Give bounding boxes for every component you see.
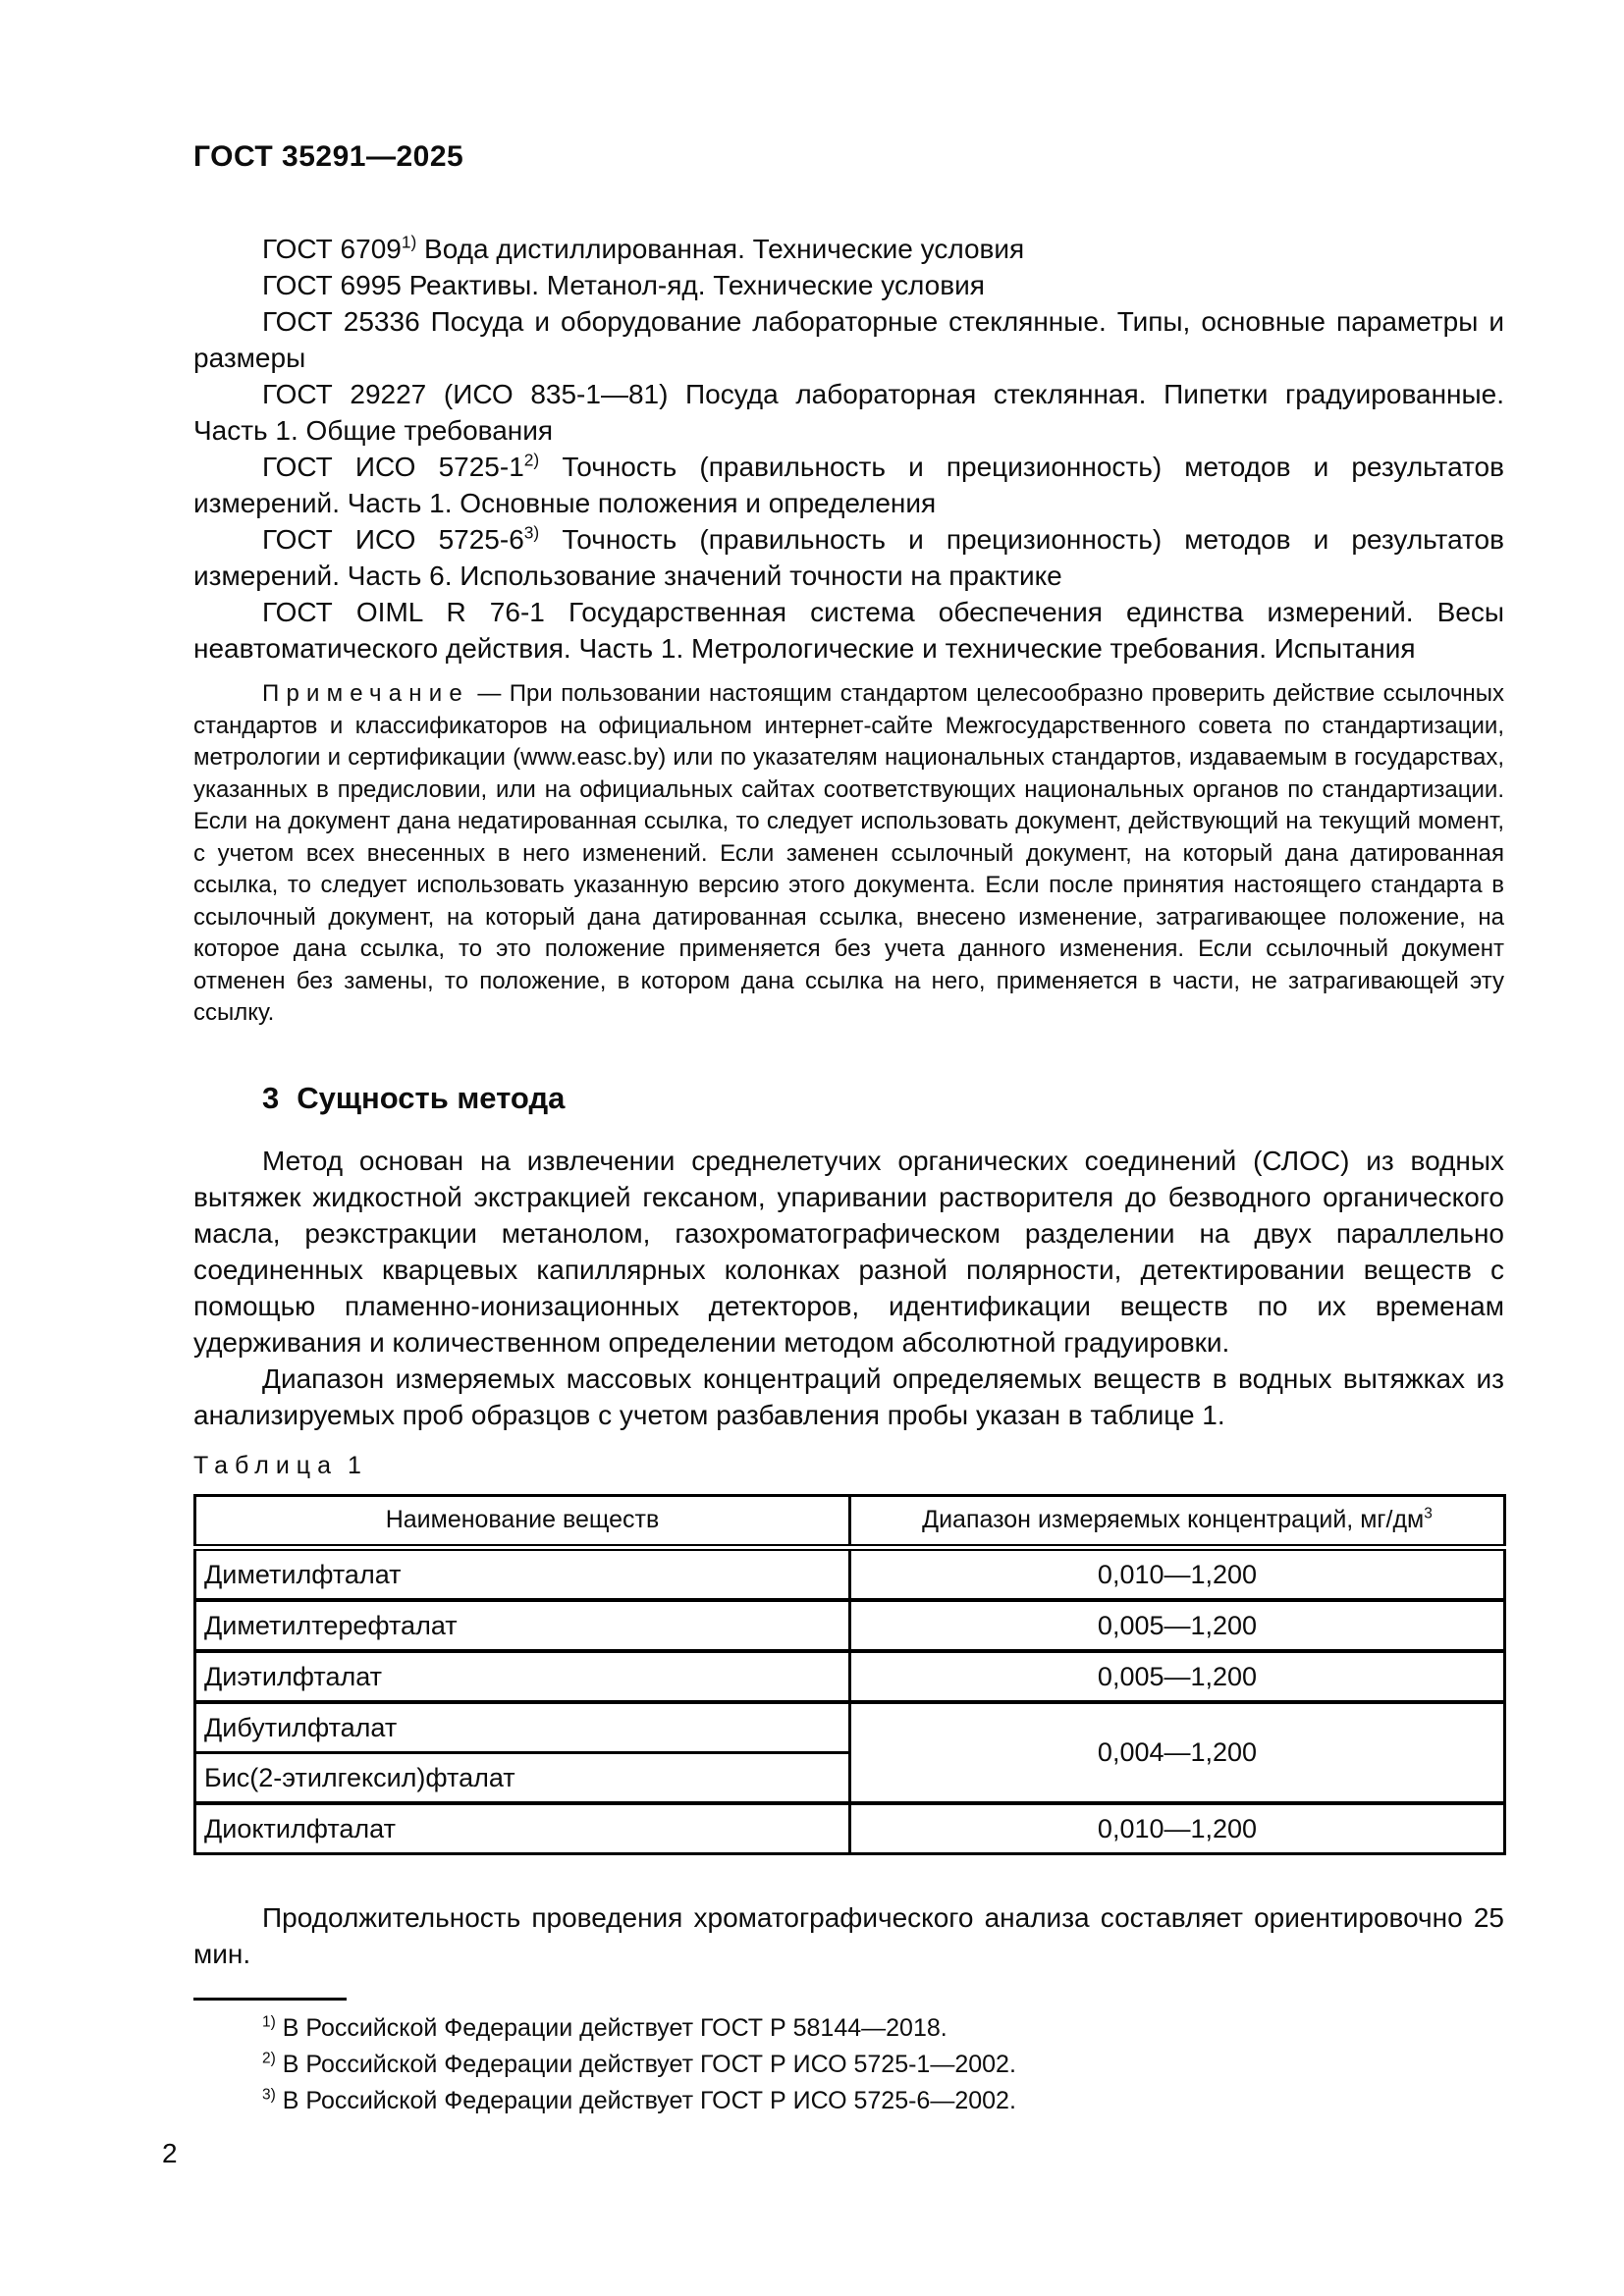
note-separator: — xyxy=(468,680,510,707)
section-number: 3 xyxy=(262,1080,280,1115)
reference-item: ГОСТ ИСО 5725-6$^{3)}$ Точность (правильность и прецизионность) методов и результатов измерений. Часть 6. Использование значений точности на практике xyxy=(193,522,1504,591)
table-row xyxy=(195,1702,1505,1753)
footnote-text: В Российской Федерации действует ГОСТ Р 58144—2018. xyxy=(275,2013,947,2042)
table-header-name: Наименование веществ xyxy=(195,1495,850,1547)
range-cell: 0,005—1,200 xyxy=(850,1651,1505,1702)
substance-name-cell: Бис(2-этилгексил)фталат xyxy=(195,1752,850,1803)
substance-name-cell: Диоктилфталат xyxy=(195,1803,850,1854)
note-block xyxy=(193,678,1504,1030)
footnote-ref-mark: 3) xyxy=(523,522,540,543)
table-header-row xyxy=(195,1495,1505,1547)
page-number: 2 xyxy=(162,2137,178,2168)
footnote-ref-mark: 1) xyxy=(401,232,417,252)
note-label: Примечание xyxy=(262,680,469,707)
reference-item: ГОСТ OIML R 76-1 Государственная система обеспечения единства измерений. Весы неавтоматического действия. Часть 1. Метрологические и технические требования. Испытания xyxy=(193,597,1504,664)
footnote-text: В Российской Федерации действует ГОСТ Р ИСО 5725-6—2002. xyxy=(275,2086,1016,2114)
footnote-marker: 1) xyxy=(262,2013,276,2031)
reference-item: ГОСТ 6995 Реактивы. Метанол-яд. Технические условия xyxy=(262,270,985,300)
table-header-range: Диапазон измеряемых концентраций, $мг/дм^3$ xyxy=(850,1495,1505,1547)
section-heading xyxy=(262,1079,1504,1118)
footnote-text: В Российской Федерации действует ГОСТ Р ИСО 5725-1—2002. xyxy=(275,2050,1016,2078)
range-cell: 0,010—1,200 xyxy=(850,1803,1505,1854)
table-row xyxy=(195,1803,1505,1854)
substance-name-cell: Диметилфталат xyxy=(195,1547,850,1600)
range-cell-merged: 0,004—1,200 xyxy=(850,1702,1505,1803)
table-row xyxy=(195,1547,1505,1600)
reference-item: ГОСТ 6709$^{1)}$ Вода дистиллированная. Технические условия xyxy=(262,232,1025,264)
section-title: Сущность метода xyxy=(297,1080,566,1115)
footnote-marker: 2) xyxy=(262,2050,276,2067)
references-section xyxy=(193,231,1504,667)
method-paragraph: Метод основан на извлечении среднелетучих органических соединений (СЛОС) из водных вытяжек жидкостной экстракцией гексаном, упаривании растворителя до безводного органического масла, реэкстракции метанолом, газохроматографическом разделении на двух параллельно соединенных кварцевых капиллярных колонках разной полярности, детектировании веществ с помощью пламенно-ионизационных детекторов, идентификации веществ по их временам удерживания и количественном определении методом абсолютной градуировки. xyxy=(193,1145,1504,1358)
note-text: При пользовании настоящим стандартом целесообразно проверить действие ссылочных стандартов и классификаторов на официальном интернет-сайте Межгосударственного совета по стандартизации, метрологии и сертификации (www.easc.by) или по указателям национальных стандартов, издаваемым в государствах, указанных в предисловии, или на официальных сайтах соответствующих национальных органов по стандартизации. Если на документ дана недатированная ссылка, то следует использовать документ, действующий на текущий момент, с учетом всех внесенных в него изменений. Если заменен ссылочный документ, на который дана датированная ссылка, то следует использовать указанную версию этого документа. Если после принятия настоящего стандарта в ссылочный документ, на который дана датированная ссылка, внесено изменение, затрагивающее положение, на которое дана ссылка, то это положение применяется без учета данного изменения. Если ссылочный документ отменен без замены, то положение, в котором дана ссылка на него, применяется в части, не затрагивающей эту ссылку. xyxy=(193,680,1504,1026)
substances-table xyxy=(193,1494,1506,1855)
reference-item: ГОСТ 25336 Посуда и оборудование лабораторные стеклянные. Типы, основные параметры и размеры xyxy=(193,306,1504,373)
duration-paragraph: Продолжительность проведения хроматографического анализа составляет ориентировочно 25 мин. xyxy=(193,1901,1504,1969)
range-cell: 0,010—1,200 xyxy=(1097,1559,1258,1589)
reference-item: ГОСТ 29227 (ИСО 835-1—81) Посуда лабораторная стеклянная. Пипетки градуированные. Часть 1. Общие требования xyxy=(193,379,1504,446)
table-row xyxy=(195,1651,1505,1702)
substance-name-cell: Дибутилфталат xyxy=(195,1702,850,1753)
range-paragraph: Диапазон измеряемых массовых концентраций определяемых веществ в водных вытяжках из анализируемых проб образцов с учетом разбавления пробы указан в таблице 1. xyxy=(193,1362,1504,1430)
footnote-ref-mark: 2) xyxy=(523,450,540,470)
substance-name-cell: Диэтилфталат xyxy=(195,1651,850,1702)
table-caption: Таблица 1 xyxy=(193,1451,361,1479)
footnote-separator xyxy=(193,1998,347,2001)
substance-name-cell: Диметилтерефталат xyxy=(195,1600,850,1651)
range-cell: 0,005—1,200 xyxy=(850,1600,1505,1651)
reference-item: ГОСТ ИСО 5725-1$^{2)}$ Точность (правильность и прецизионность) методов и результатов измерений. Часть 1. Основные положения и определения xyxy=(193,450,1504,518)
footnote-item xyxy=(193,2083,1504,2119)
footnote-marker: 3) xyxy=(262,2086,276,2104)
footnote-item xyxy=(193,2047,1504,2083)
table-row xyxy=(195,1600,1505,1651)
page-header-designation: ГОСТ 35291—2025 xyxy=(193,140,464,173)
footnote-item xyxy=(193,2010,1504,2047)
